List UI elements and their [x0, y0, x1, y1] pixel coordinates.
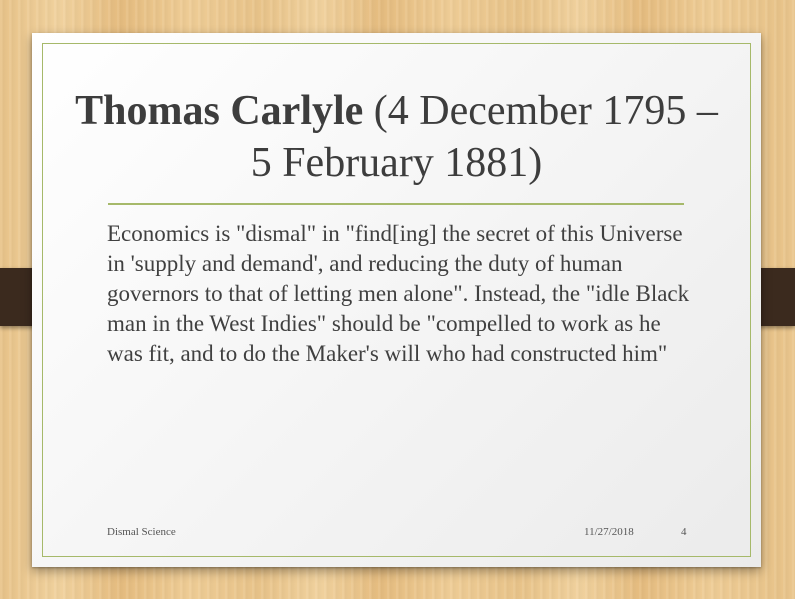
slide-number: 4 — [681, 526, 687, 538]
title-divider — [108, 203, 684, 205]
slide-title — [72, 85, 721, 189]
footer-date: 11/27/2018 — [584, 526, 634, 538]
footer-label: Dismal Science — [107, 526, 176, 538]
slide-body-text: Economics is "dismal" in "find[ing] the secret of this Universe in 'supply and demand', and reducing the duty of human governors to that of letting men alone". Instead, the "idle Black man in the West Indies" should be "compelled to work as he was fit, and to do the Maker's will who had constructed him" — [107, 221, 690, 366]
slide-title-name: Thomas Carlyle — [75, 88, 364, 134]
slide-card — [32, 33, 761, 567]
slide-title-dates: (4 December 1795 – 5 February 1881) — [250, 88, 718, 186]
